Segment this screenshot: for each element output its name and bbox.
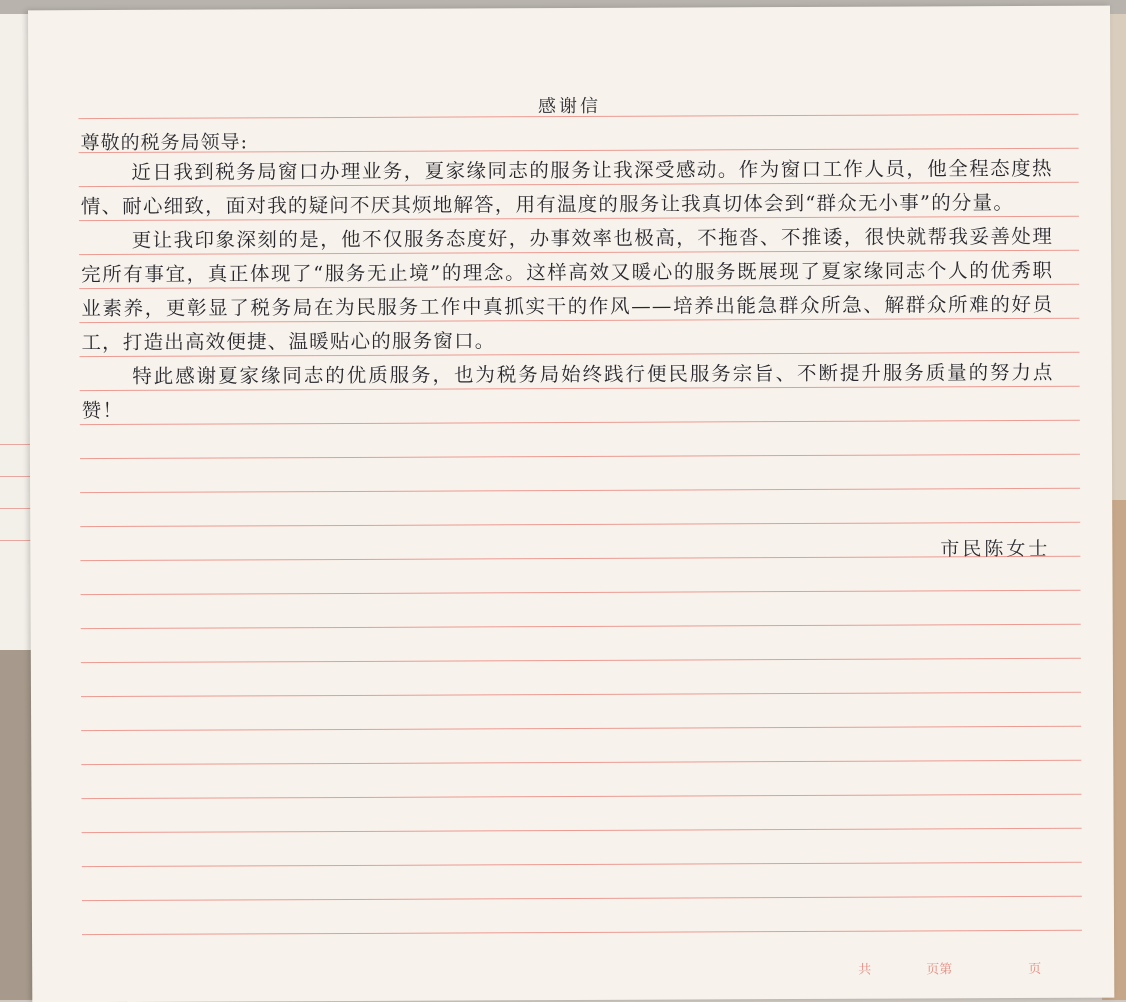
ruled-line: [82, 930, 1082, 935]
ruled-line: [82, 896, 1082, 901]
ruled-line: [80, 454, 1080, 459]
letter-body: [81, 152, 1054, 428]
paragraph-3: 特此感谢夏家缘同志的优质服务，也为税务局始终践行便民服务宗旨、不断提升服务质量的努力点赞！: [81, 360, 1054, 423]
ruled-line: [81, 692, 1081, 697]
ruled-line: [82, 862, 1082, 867]
ruled-line: [81, 658, 1081, 663]
footer-total-label: 共: [858, 962, 872, 978]
letter-title: 感谢信: [537, 95, 601, 118]
ruled-line: [81, 760, 1081, 765]
ruled-line: [81, 726, 1081, 731]
footer-page-label: 页第: [926, 962, 953, 978]
letter-signature: 市民陈女士: [940, 537, 1051, 561]
footer-end-label: 页: [1028, 961, 1042, 978]
ruled-line: [81, 590, 1081, 595]
ruled-line: [80, 522, 1080, 527]
ruled-line: [80, 556, 1080, 561]
ruled-line: [81, 624, 1081, 629]
letter-paper: [28, 6, 1114, 1002]
ruled-line: [81, 794, 1081, 799]
paragraph-1: 近日我到税务局窗口办理业务，夏家缘同志的服务让我深受感动。作为窗口工作人员，他全程态度热情、耐心细致，面对我的疑问不厌其烦地解答，用有温度的服务让我真切体会到“群众无小事”的分量。: [80, 156, 1053, 219]
ruled-line: [82, 828, 1082, 833]
ruled-line: [80, 488, 1080, 493]
paragraph-2: 更让我印象深刻的是，他不仅服务态度好，办事效率也极高，不拖沓、不推诿，很快就帮我妥善处理完所有事宜，真正体现了“服务无止境”的理念。这样高效又暖心的服务既展现了夏家缘同志个人的优秀职业素养，更彰显了税务局在为民服务工作中真抓实干的作风——培养出能急群众所急、解群众所难的好员工，打造出高效便捷、温暖贴心的服务窗口。: [81, 224, 1054, 355]
letter-greeting: 尊敬的税务局领导:: [80, 131, 249, 155]
